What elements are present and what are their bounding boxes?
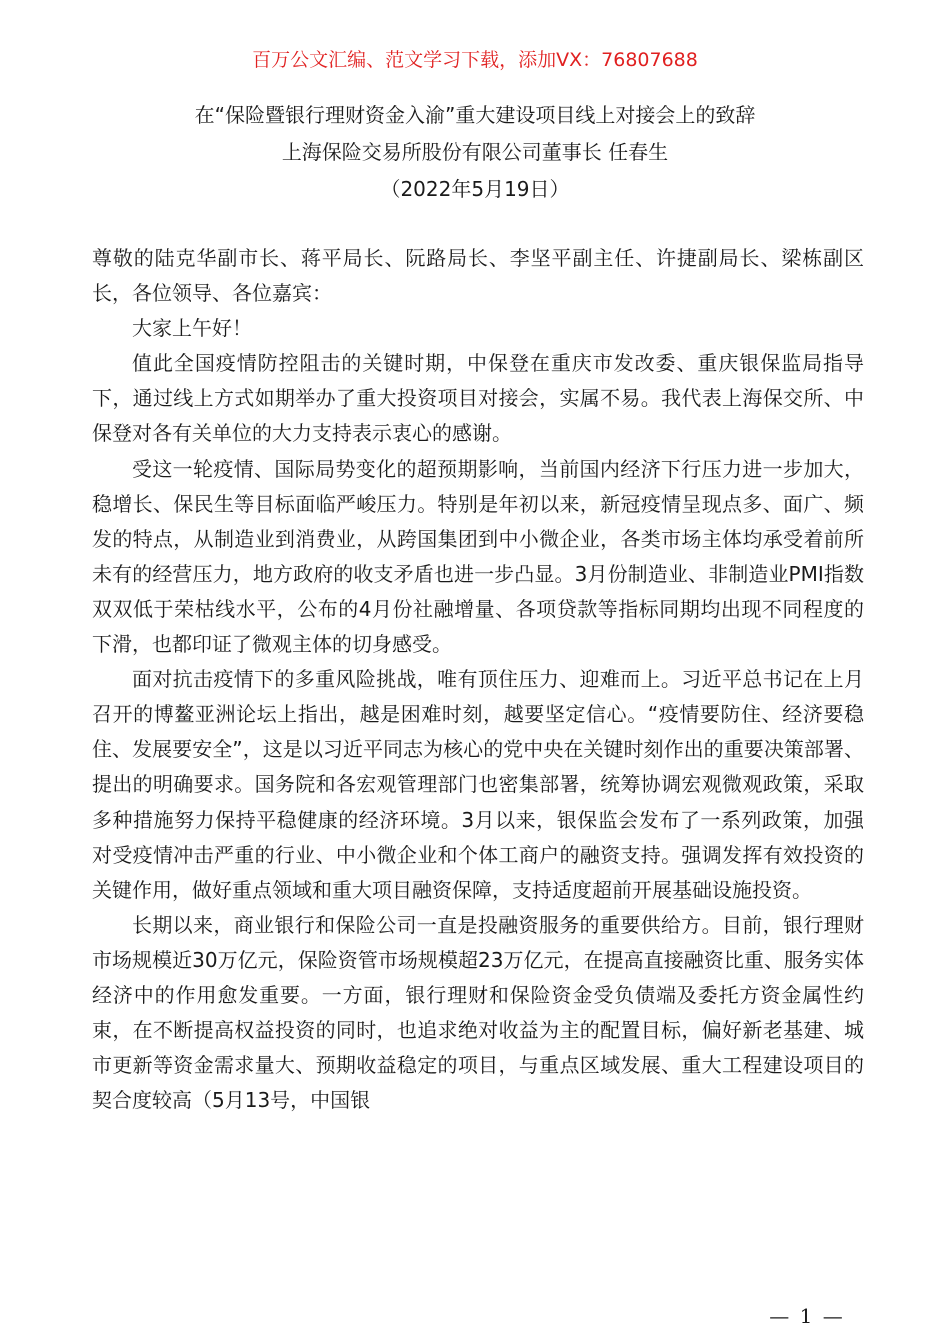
- paragraph: 面对抗击疫情下的多重风险挑战，唯有顶住压力、迎难而上。习近平总书记在上月召开的博鳌亚洲论坛上指出，越是困难时刻，越要坚定信心。“疫情要防住、经济要稳住、发展要安全”，这是以习近平同志为核心的党中央在关键时刻作出的重要决策部署、提出的明确要求。国务院和各宏观管理部门也密集部署，统筹协调宏观微观政策，采取多种措施努力保持平稳健康的经济环境。3月以来，银保监会发布了一系列政策，加强对受疫情冲击严重的行业、中小微企业和个体工商户的融资支持。强调发挥有效投资的关键作用，做好重点领域和重大项目融资保障，支持适度超前开展基础设施投资。: [92, 667, 864, 902]
- header-banner: 百万公文汇编、范文学习下载，添加VX：76807688: [252, 49, 698, 71]
- page-number: — 1 —: [769, 1304, 845, 1328]
- paragraph: 大家上午好！: [132, 316, 252, 341]
- paragraph: 受这一轮疫情、国际局势变化的超预期影响，当前国内经济下行压力进一步加大，稳增长、保民生等目标面临严峻压力。特别是年初以来，新冠疫情呈现点多、面广、频发的特点，从制造业到消费业，从跨国集团到中小微企业，各类市场主体均承受着前所未有的经营压力，地方政府的收支矛盾也进一步凸显。3月份制造业、非制造业PMI指数双双低于荣枯线水平，公布的4月份社融增量、各项贷款等指标同期均出现不同程度的下滑，也都印证了微观主体的切身感受。: [92, 456, 864, 657]
- document-body: [92, 241, 864, 1118]
- speech-date: （2022年5月19日）: [380, 177, 570, 201]
- paragraph: 长期以来，商业银行和保险公司一直是投融资服务的重要供给方。目前，银行理财市场规模近30万亿元，保险资管市场规模超23万亿元，在提高直接融资比重、服务实体经济中的作用愈发重要。一方面，银行理财和保险资金受负债端及委托方资金属性约束，在不断提高权益投资的同时，也追求绝对收益为主的配置目标，偏好新老基建、城市更新等资金需求量大、预期收益稳定的项目，与重点区域发展、重大工程建设项目的契合度较高（5月13号，中国银: [92, 912, 864, 1113]
- paragraph: 值此全国疫情防控阻击的关键时期，中保登在重庆市发改委、重庆银保监局指导下，通过线上方式如期举办了重大投资项目对接会，实属不易。我代表上海保交所、中保登对各有关单位的大力支持表示衷心的感谢。: [92, 351, 864, 446]
- salutation: 尊敬的陆克华副市长、蒋平局长、阮路局长、李坚平副主任、许捷副局长、梁栋副区长，各位领导、各位嘉宾：: [92, 246, 864, 306]
- document-title: 在“保险暨银行理财资金入渝”重大建设项目线上对接会上的致辞: [194, 103, 756, 127]
- document-title-block: [0, 97, 950, 208]
- speaker-line: 上海保险交易所股份有限公司董事长 任春生: [281, 140, 669, 164]
